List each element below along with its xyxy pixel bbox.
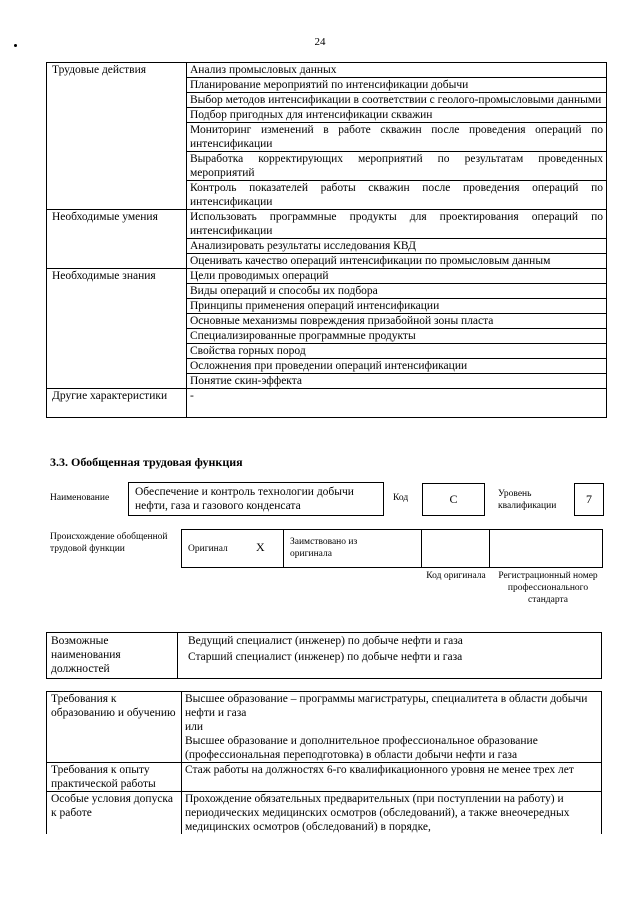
skills-label: Необходимые умения	[47, 210, 187, 269]
name-label: Наименование	[50, 493, 110, 503]
req-line: или	[185, 721, 204, 733]
table-cell: Планирование мероприятий по интенсификации добычи	[187, 78, 607, 93]
table-cell: Свойства горных пород	[187, 344, 607, 359]
admission-label: Особые условия допуска к работе	[47, 792, 182, 835]
original-mark: Х	[256, 540, 265, 554]
table-cell: Основные механизмы повреждения призабойной зоны пласта	[187, 314, 607, 329]
competency-table	[46, 62, 607, 418]
origin-row	[181, 529, 603, 568]
reg-caption: Регистрационный номер профессионального стандарта	[498, 571, 598, 605]
section-title: 3.3. Обобщенная трудовая функция	[50, 455, 243, 469]
labor-actions-label: Трудовые действия	[47, 63, 187, 210]
origin-label: Происхождение обобщенной трудовой функции	[50, 532, 168, 554]
table-cell: Специализированные программные продукты	[187, 329, 607, 344]
table-cell: Подбор пригодных для интенсификации скважин	[187, 108, 607, 123]
table-cell: Цели проводимых операций	[187, 269, 607, 284]
req-line: Высшее образование – программы магистратуры, специалитета в области добычи нефти и газа	[185, 693, 588, 719]
positions-line: Ведущий специалист (инженер) по добыче нефти и газа	[188, 635, 463, 647]
table-cell: Виды операций и способы их подбора	[187, 284, 607, 299]
function-name-box: Обеспечение и контроль технологии добычи нефти, газа и газового конденсата	[128, 482, 384, 516]
req-line: Высшее образование и дополнительное профессиональное образование (профессиональная переподготовка) в области добычи нефти и газа	[185, 735, 538, 761]
table-cell	[182, 692, 602, 763]
positions-line: Старший специалист (инженер) по добыче нефти и газа	[188, 651, 463, 663]
table-cell: Выработка корректирующих мероприятий по результатам проведенных мероприятий	[187, 152, 607, 181]
table-cell: Анализ промысловых данных	[187, 63, 607, 78]
education-label: Требования к образованию и обучению	[47, 692, 182, 763]
table-cell: Мониторинг изменений в работе скважин после проведения операций по интенсификации	[187, 123, 607, 152]
level-box: 7	[574, 483, 604, 516]
table-cell: Понятие скин-эффекта	[187, 374, 607, 389]
table-cell: Прохождение обязательных предварительных (при поступлении на работу) и периодических медицинских осмотров (обследований), а также внеочередных медицинских осмотров (обследований) в порядке,	[182, 792, 602, 835]
code-box: С	[422, 483, 485, 516]
table-cell: Анализировать результаты исследования КВД	[187, 239, 607, 254]
page-number: 24	[314, 36, 326, 48]
divider	[177, 632, 178, 679]
divider	[489, 529, 490, 568]
table-cell: Осложнения при проведении операций интенсификации	[187, 359, 607, 374]
table-cell: Стаж работы на должностях 6-го квалификационного уровня не менее трех лет	[182, 763, 602, 792]
code-label: Код	[393, 493, 409, 503]
borrowed-label: Заимствовано из оригинала	[290, 537, 358, 559]
code-caption: Код оригинала	[426, 571, 486, 581]
requirements-table	[46, 691, 602, 834]
table-cell: Выбор методов интенсификации в соответствии с геолого-промысловыми данными	[187, 93, 607, 108]
positions-label: Возможные наименования должностей	[51, 635, 121, 675]
divider	[283, 529, 284, 568]
table-cell: Оценивать качество операций интенсификации по промысловым данным	[187, 254, 607, 269]
table-cell: Контроль показателей работы скважин после проведения операций по интенсификации	[187, 181, 607, 210]
divider	[421, 529, 422, 568]
level-label: Уровень квалификации	[498, 489, 557, 511]
table-cell: Использовать программные продукты для проектирования операций по интенсификации	[187, 210, 607, 239]
table-cell: -	[187, 389, 607, 418]
table-cell: Принципы применения операций интенсификации	[187, 299, 607, 314]
original-label: Оригинал	[188, 544, 228, 554]
other-label: Другие характеристики	[47, 389, 187, 418]
experience-label: Требования к опыту практической работы	[47, 763, 182, 792]
knowledge-label: Необходимые знания	[47, 269, 187, 389]
